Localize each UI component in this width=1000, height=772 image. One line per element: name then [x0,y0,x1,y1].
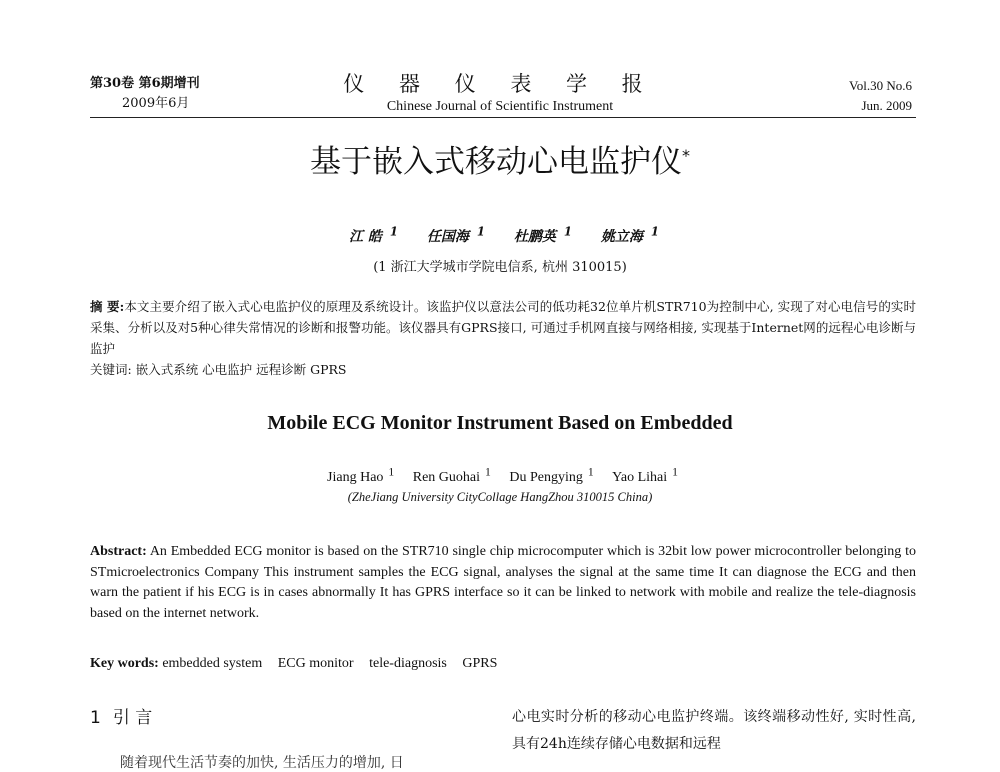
keyword-term: tele-diagnosis [369,656,447,671]
abstract-en [90,542,916,624]
journal-title-en: Chinese Journal of Scientific Instrument [386,99,614,114]
author-en: Jiang Hao $^1$ [327,465,395,485]
author-cn: 任国海 $^1$ [426,224,485,245]
title-footnote-mark: * [682,146,690,165]
affiliation-en: (ZheJiang University CityCollage HangZhou 310015 China) [347,490,653,504]
author-en: Yao Lihai $^1$ [612,465,678,485]
keywords-cn [90,359,347,380]
volume-issue: 第30卷 第6期增刊 [90,76,200,91]
keywords-cn-label: 关键词: [90,362,132,377]
keyword-term: embedded system [162,656,263,671]
abstract-cn-label: 摘 要: [90,299,125,314]
volume-en: Vol.30 No.6 [849,78,912,93]
keywords-cn-text: 嵌入式系统 心电监护 远程诊断 GPRS [135,362,347,377]
keyword-term: GPRS [462,656,498,671]
section-title: 引 言 [112,708,153,728]
affiliation-cn: (1 浙江大学城市学院电信系, 杭州 310015) [373,260,627,275]
author-cn: 杜鹏英 $^1$ [513,224,572,245]
author-cn: 江 皓 $^1$ [349,224,398,245]
date-cn: 2009年6月 [122,96,190,111]
abstract-en-text: An Embedded ECG monitor is based on the STR710 single chip microcomputer which is 32bit low power microcontroller belonging to STmicroelectronics Company This instrument samples the ECG signal, analyses the signal at the same time It can diagnose the ECG and then warn the patient if his ECG is in cases abnormally It has GPRS interface so it can be linked to network with mobile and realize the tele-diagnosis based on the internet network. [90,544,916,621]
authors-cn [0,224,1000,246]
journal-name [300,70,700,116]
authors-en [0,465,1000,486]
paper-title-en: Mobile ECG Monitor Instrument Based on Embedded [267,412,733,434]
date-en: Jun. 2009 [861,98,912,113]
abstract-en-label: Abstract: [90,544,147,559]
header-rule [90,117,916,118]
author-cn: 姚立海 $^1$ [600,224,659,245]
abstract-cn [90,296,916,359]
abstract-cn-text: 本文主要介绍了嵌入式心电监护仪的原理及系统设计。该监护仪以意法公司的低功耗32位单片机STR710为控制中心, 实现了对心电信号的实时采集、分析以及对5种心律失常情况的诊断和报警功能。该仪器具有GPRS接口, 可通过手机网直接与网络相接, 实现基于Internet网的远程心电诊断与监护 [90,299,916,356]
keywords-en [90,656,497,672]
header-right [849,76,912,116]
paper-title-text: 基于嵌入式移动心电监护仪 [310,144,682,180]
keywords-en-label: Key words: [90,656,159,671]
section-heading [90,703,152,728]
keyword-term: ECG monitor [277,656,354,671]
paper-title-cn [0,142,1000,182]
author-en: Du Pengying $^1$ [509,465,594,485]
journal-title-cn: 仪 器 仪 表 学 报 [343,72,657,96]
section-number: 1 [90,708,101,728]
body-left-column-cut: 随着现代生活节奏的加快, 生活压力的增加, 日 [120,755,404,771]
author-en: Ren Guohai $^1$ [412,465,491,485]
header-left [90,74,200,114]
body-right-column: 心电实时分析的移动心电监护终端。该终端移动性好, 实时性高, 具有24h连续存储心电数据和远程 [512,709,916,752]
